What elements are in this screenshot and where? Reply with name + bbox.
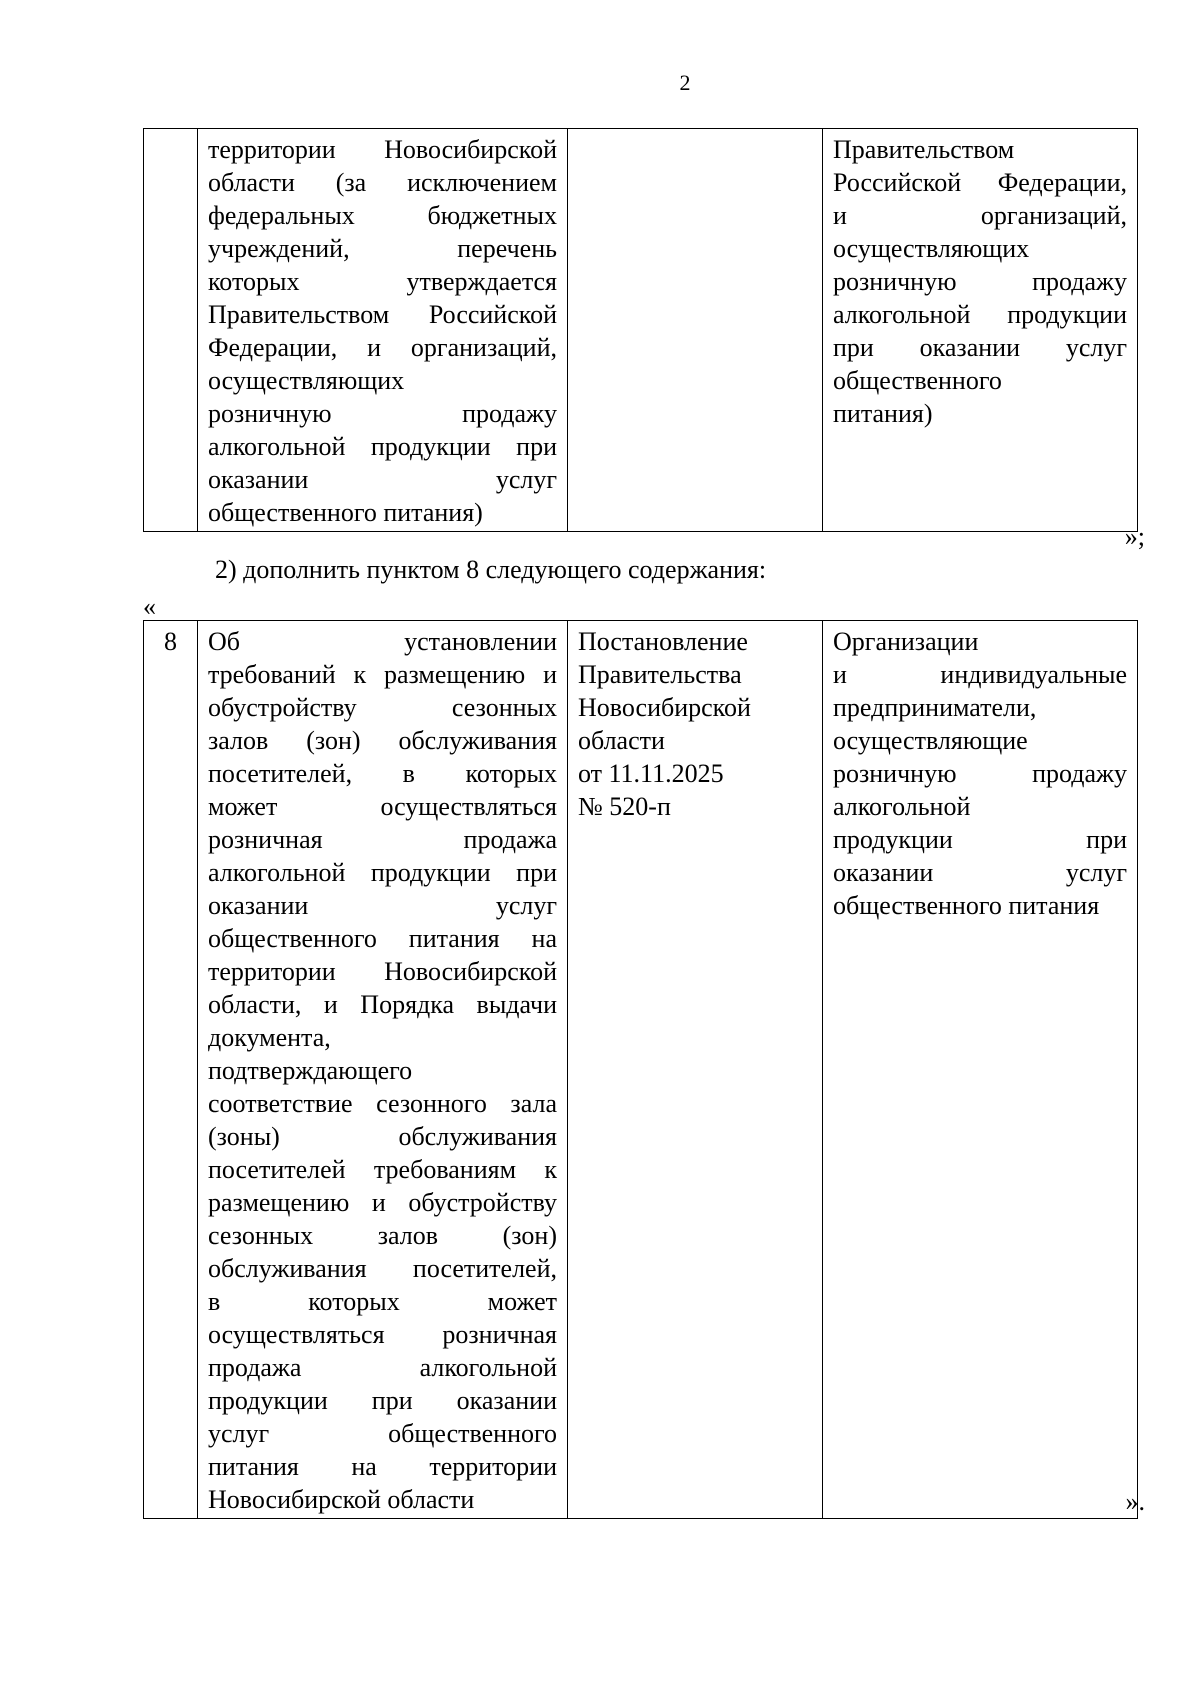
- cell-title: [198, 129, 568, 532]
- cell-text-line: и организаций,: [833, 201, 1127, 230]
- cell-text-line: области (за исключением: [208, 168, 557, 197]
- cell-text-line: алкогольной продукции при: [208, 432, 557, 461]
- cell-text-line: подтверждающего: [208, 1056, 413, 1085]
- table-new-item: [143, 620, 1138, 1519]
- cell-text-line: при оказании услуг: [833, 333, 1127, 362]
- cell-title: [198, 621, 568, 1519]
- cell-text-line: алкогольной: [833, 792, 971, 821]
- cell-text-line: (зоны) обслуживания: [208, 1122, 557, 1151]
- cell-text-line: Правительства: [578, 660, 742, 689]
- closing-quote: »;: [1124, 522, 1145, 551]
- cell-text-line: в которых может: [208, 1287, 557, 1316]
- cell-text-line: розничную продажу: [833, 759, 1127, 788]
- cell-text-line: оказании услуг: [208, 465, 557, 494]
- cell-text-line: требований к размещению и: [208, 660, 557, 689]
- cell-number: [144, 129, 198, 532]
- cell-text-line: продукции при оказании: [208, 1386, 557, 1415]
- cell-text-line: Об установлении: [208, 627, 557, 656]
- cell-text-line: Российской Федерации,: [833, 168, 1127, 197]
- cell-text-line: может осуществляться: [208, 792, 557, 821]
- cell-text-line: Правительством: [833, 135, 1015, 164]
- cell-text-line: Организации: [833, 627, 979, 656]
- cell-subjects: [823, 621, 1138, 1519]
- cell-text-line: учреждений, перечень: [208, 234, 557, 263]
- cell-text-line: федеральных бюджетных: [208, 201, 557, 230]
- cell-text-line: от 11.11.2025: [578, 759, 724, 788]
- cell-text-line: обслуживания посетителей,: [208, 1254, 557, 1283]
- cell-text-line: № 520-п: [578, 792, 671, 821]
- cell-text-line: размещению и обустройству: [208, 1188, 557, 1217]
- cell-text-line: Правительством Российской: [208, 300, 557, 329]
- cell-text-line: услуг общественного: [208, 1419, 557, 1448]
- cell-text-line: общественного: [833, 366, 1002, 395]
- cell-text-line: территории Новосибирской: [208, 957, 557, 986]
- cell-text-line: залов (зон) обслуживания: [208, 726, 557, 755]
- cell-text-line: розничную продажу: [208, 399, 557, 428]
- cell-text-line: документа,: [208, 1023, 331, 1052]
- cell-text-line: осуществляющие: [833, 726, 1028, 755]
- cell-text-line: общественного питания): [208, 498, 483, 527]
- closing-quote-final: ».: [1125, 1487, 1145, 1516]
- cell-subjects: [823, 129, 1138, 532]
- cell-text-line: предприниматели,: [833, 693, 1037, 722]
- table-row: [144, 621, 1138, 1519]
- cell-text-line: оказании услуг: [833, 858, 1127, 887]
- cell-text-line: сезонных залов (зон): [208, 1221, 557, 1250]
- cell-text-line: питания): [833, 399, 933, 428]
- page-number: 2: [679, 70, 691, 95]
- cell-act: [568, 129, 823, 532]
- cell-number: 8: [144, 621, 198, 1519]
- cell-text-line: алкогольной продукции при: [208, 858, 557, 887]
- cell-text-line: посетителей, в которых: [208, 759, 557, 788]
- cell-text-line: Постановление: [578, 627, 748, 656]
- cell-text-line: осуществляться розничная: [208, 1320, 557, 1349]
- cell-text-line: общественного питания на: [208, 924, 557, 953]
- table-row: [144, 129, 1138, 532]
- cell-text-line: посетителей требованиям к: [208, 1155, 557, 1184]
- cell-text-line: розничная продажа: [208, 825, 557, 854]
- cell-text-line: области: [578, 726, 665, 755]
- cell-text-line: осуществляющих: [833, 234, 1030, 263]
- cell-text-line: Новосибирской области: [208, 1485, 475, 1514]
- cell-text-line: продукции при: [833, 825, 1127, 854]
- cell-text-line: оказании услуг: [208, 891, 557, 920]
- cell-text-line: питания на территории: [208, 1452, 557, 1481]
- cell-text-line: соответствие сезонного зала: [208, 1089, 557, 1118]
- cell-text-line: алкогольной продукции: [833, 300, 1127, 329]
- cell-text-line: Новосибирской: [578, 693, 751, 722]
- cell-text-line: области, и Порядка выдачи: [208, 990, 557, 1019]
- cell-text-line: осуществляющих: [208, 366, 405, 395]
- opening-quote: «: [143, 592, 156, 621]
- cell-text-line: розничную продажу: [833, 267, 1127, 296]
- amendment-paragraph: 2) дополнить пунктом 8 следующего содержания:: [215, 555, 767, 584]
- cell-act: [568, 621, 823, 1519]
- cell-text-line: и индивидуальные: [833, 660, 1127, 689]
- cell-text-line: территории Новосибирской: [208, 135, 557, 164]
- cell-text-line: продажа алкогольной: [208, 1353, 557, 1382]
- cell-text-line: общественного питания: [833, 891, 1100, 920]
- table-continued: [143, 128, 1138, 532]
- cell-text-line: обустройству сезонных: [208, 693, 557, 722]
- cell-text-line: которых утверждается: [208, 267, 557, 296]
- cell-text-line: Федерации, и организаций,: [208, 333, 557, 362]
